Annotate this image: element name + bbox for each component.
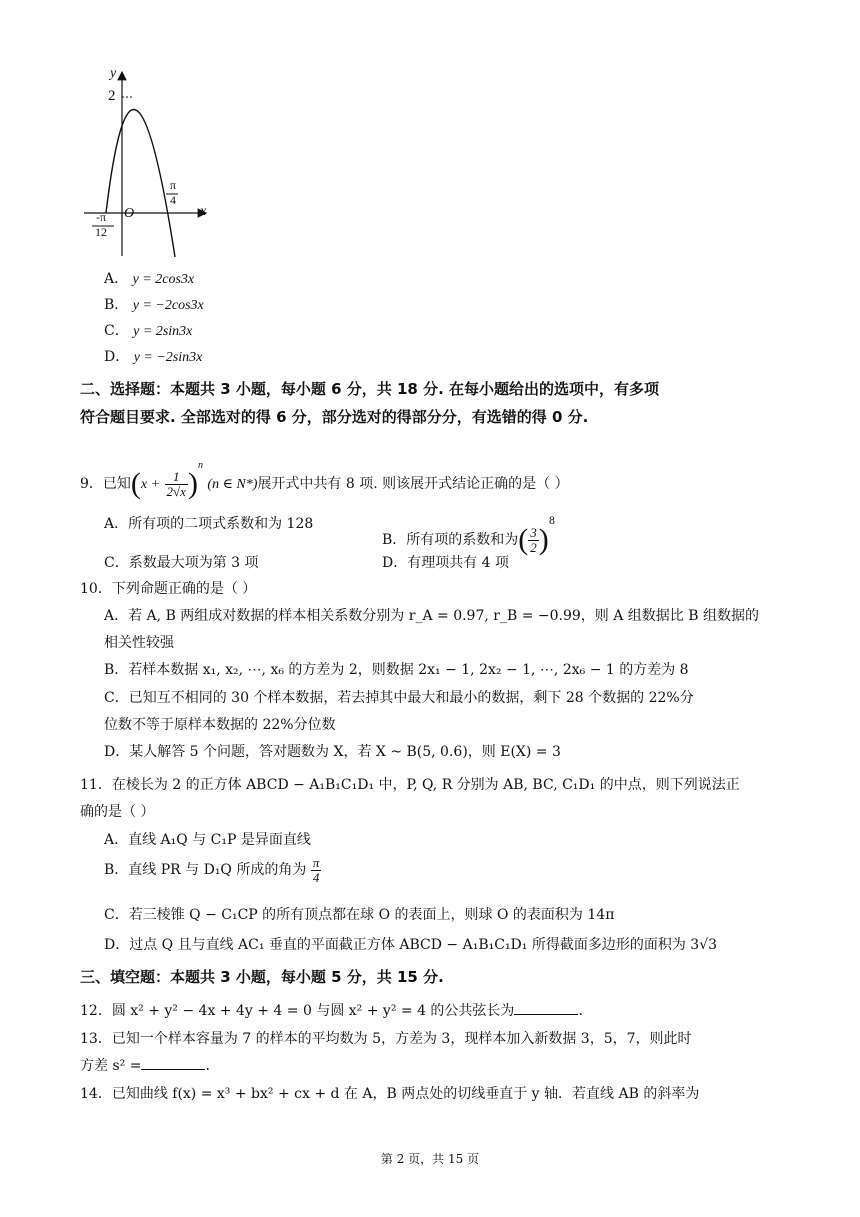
q9-expr-x: x + (140, 477, 161, 492)
section2-heading-line2: 符合题目要求. 全部选对的得 6 分，部分选对的得部分分，有选错的得 0 分. (80, 408, 589, 426)
q9-frac-num: 1 (165, 470, 188, 485)
q10-option-b: B．若样本数据 x₁, x₂, ⋯, x₆ 的方差为 2，则数据 2x₁ − 1, 2x₂ − 1, ⋯, 2x₆ − 1 的方差为 8 (104, 662, 689, 678)
q12-text: 12．圆 x² + y² − 4x + 4y + 4 = 0 与圆 x² + y² = 4 的公共弦长为 (80, 1003, 515, 1019)
q11-option-b (104, 848, 321, 892)
q9-number: 9．已知 (80, 476, 131, 492)
q13-line2 (80, 1055, 210, 1075)
x-left-label: -π 12 (95, 210, 107, 239)
q12-answer-blank (514, 1002, 578, 1015)
q11-option-d: D．过点 Q 且与直线 AC₁ 垂直的平面截正方体 ABCD − A₁B₁C₁D₁ 所得截面多边形的面积为 3√3 (104, 937, 718, 953)
q11-stem-line1: 11．在棱长为 2 的正方体 ABCD − A₁B₁C₁D₁ 中，P, Q, R 分别为 AB, BC, C₁D₁ 的中点，则下列说法正 (80, 777, 740, 793)
option-letter: C． (104, 323, 129, 339)
q10-option-d: D．某人解答 5 个问题，答对题数为 X，若 X ~ B(5, 0.6)，则 E(X) = 3 (104, 744, 561, 760)
q9-option-b-text: B．所有项的系数和为 (382, 532, 519, 548)
x-right-label: π 4 (169, 178, 177, 207)
q8-option-b (104, 294, 204, 314)
x-axis-label: x (200, 204, 207, 219)
q11-stem-line2: 确的是（ ） (80, 804, 155, 820)
page-footer: 第 2 页，共 15 页 (380, 1152, 480, 1166)
option-text: y = −2cos3x (132, 298, 204, 313)
q9-fraction (165, 470, 188, 498)
sine-graph (80, 66, 220, 266)
section2-heading-line1: 二、选择题：本题共 3 小题，每小题 6 分，共 18 分. 在每小题给出的选项中，有多项 (80, 380, 660, 398)
q11-option-c: C．若三棱锥 Q − C₁CP 的所有顶点都在球 O 的表面上，则球 O 的表面积为 14π (104, 907, 615, 923)
q9-optb-den: 2 (530, 539, 537, 555)
y-axis-label: y (110, 66, 117, 81)
q14: 14．已知曲线 f(x) = x³ + bx² + cx + d 在 A，B 两点处的切线垂直于 y 轴．若直线 AB 的斜率为 (80, 1086, 700, 1102)
q11-option-a: A．直线 A₁Q 与 C₁P 是异面直线 (104, 832, 311, 848)
q10-stem: 10．下列命题正确的是（ ） (80, 581, 257, 597)
q8-option-a (104, 268, 194, 288)
q9-option-c: C．系数最大项为第 3 项 (104, 555, 259, 571)
option-letter: B． (104, 297, 129, 313)
q9-option-d: D．有理项共有 4 项 (382, 555, 510, 571)
q8-option-c (104, 320, 192, 340)
option-text: y = −2sin3x (133, 350, 203, 365)
q9-option-a: A．所有项的二项式系数和为 128 (104, 516, 314, 532)
q9-option-b: B．所有项的系数和为( $\frac{3}{2}$ )$^8$ (382, 516, 556, 556)
q13-answer-blank (141, 1057, 205, 1070)
q10-option-c-line2: 位数不等于原样本数据的 22%分位数 (104, 717, 336, 733)
q10-option-a-line1: A．若 A, B 两组成对数据的样本相关系数分别为 r_A = 0.97, r_B = −0.99，则 A 组数据比 B 组数据的 (104, 608, 759, 624)
q9-tail: 展开式中共有 8 项. 则该展开式结论正确的是（ ） (257, 476, 569, 492)
q9-condition: (n ∈ N*) (207, 477, 258, 492)
curve (106, 110, 175, 257)
q11-option-b-text: B．直线 PR 与 D₁Q 所成的角为 (104, 862, 307, 878)
origin-label: O (124, 206, 135, 221)
q9-optb-exp: 8 (548, 516, 556, 527)
q9-frac-den: 2√x (166, 483, 186, 499)
q12 (80, 1000, 583, 1020)
q9-optb-num: 3 (530, 524, 537, 540)
q13-line1: 13．已知一个样本容量为 7 的样本的平均数为 5，方差为 3，现样本加入新数据 3，5，7，则此时 (80, 1031, 692, 1047)
q10-option-a-line2: 相关性较强 (104, 635, 174, 651)
option-letter: A． (104, 271, 129, 287)
q9-exponent: n (197, 460, 203, 471)
q8-option-d (104, 346, 202, 366)
section3-heading: 三、填空题：本题共 3 小题，每小题 5 分，共 15 分. (80, 968, 444, 986)
q9-stem: 9．已知(x + $\frac{1}{2√x}$ )$^n$ (n ∈ N*)展开式中共有 8 项. 则该展开式结论正确的是（ ） (80, 460, 569, 500)
y-max-label: 2 (108, 88, 116, 104)
q13-end: . (205, 1058, 210, 1074)
q10-option-c-line1: C．已知互不相同的 30 个样本数据，若去掉其中最大和最小的数据，剩下 28 个数据的 22%分 (104, 690, 694, 706)
option-text: y = 2sin3x (133, 324, 193, 339)
q11-optb-num: π (312, 854, 320, 870)
q11-optb-den: 4 (312, 869, 320, 885)
q13-line2-text: 方差 s² = (80, 1058, 142, 1074)
option-letter: D． (104, 349, 130, 365)
q12-end: . (578, 1003, 583, 1019)
option-text: y = 2cos3x (132, 272, 195, 287)
